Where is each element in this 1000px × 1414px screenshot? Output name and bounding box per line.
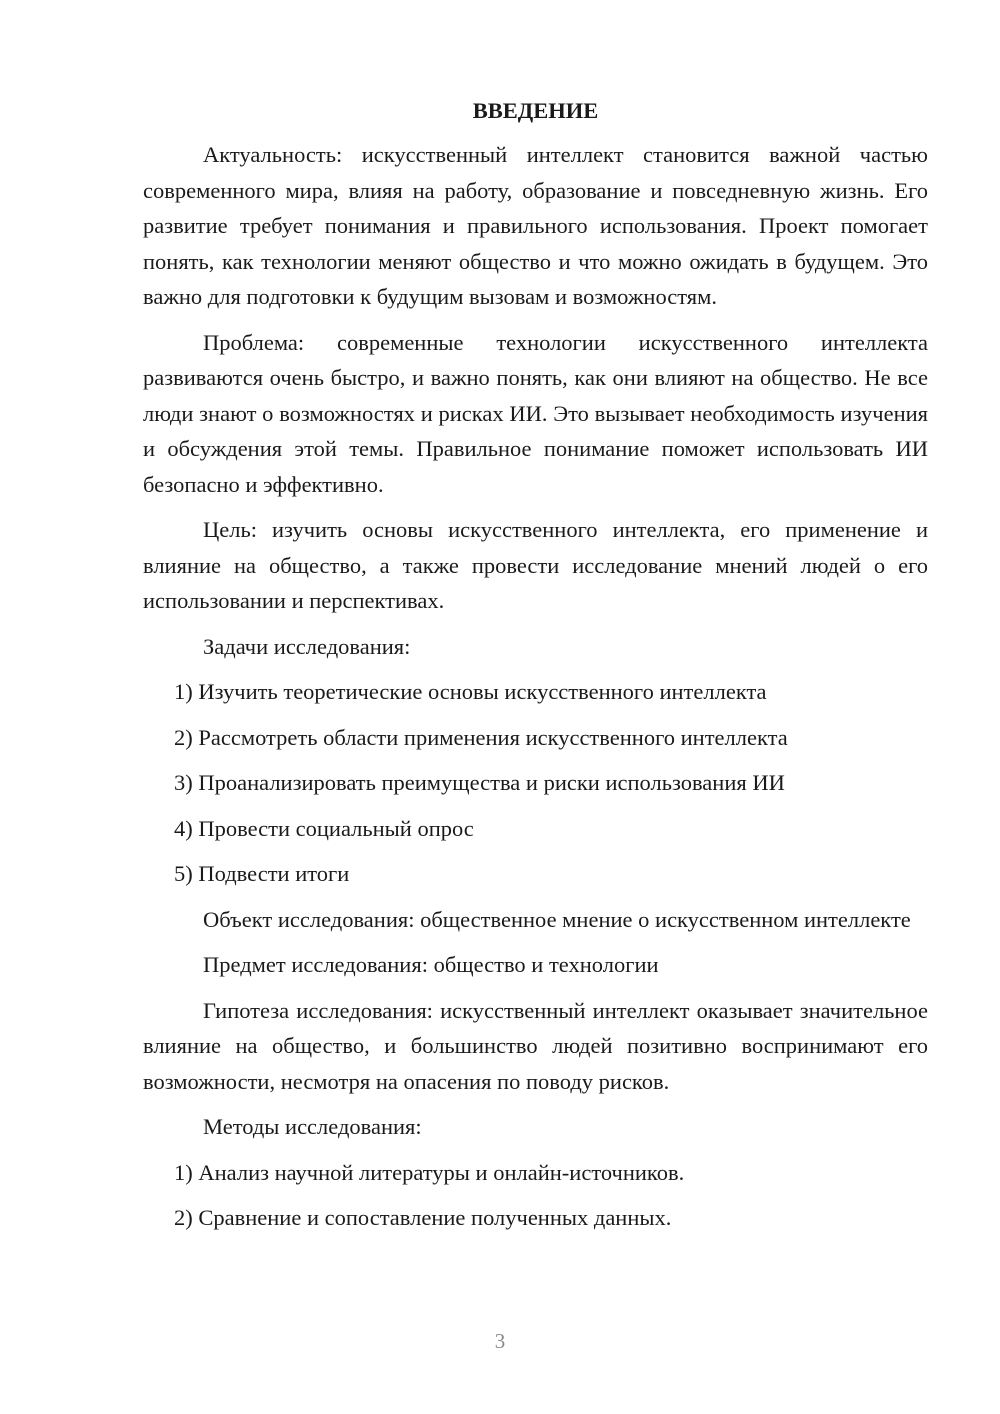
list-item: 3) Проанализировать преимущества и риски использования ИИ [174, 770, 785, 795]
methods-label: Методы исследования: [203, 1114, 422, 1139]
object-paragraph: Объект исследования: общественное мнение о искусственном интеллекте [203, 906, 911, 932]
list-item: 2) Сравнение и сопоставление полученных данных. [174, 1205, 672, 1230]
page-content [143, 96, 928, 1246]
hypothesis-paragraph: Гипотеза исследования: искусственный интеллект оказывает значительное влияние на общество, и большинство людей позитивно воспринимают его возможности, несмотря на опасения по поводу рисков. [143, 997, 928, 1094]
methods-list [143, 1155, 928, 1236]
list-item: 2) Рассмотреть области применения искусственного интеллекта [174, 724, 788, 750]
goal-paragraph: Цель: изучить основы искусственного интеллекта, его применение и влияние на общество, а также провести исследование мнений людей о его использовании и перспективах. [143, 517, 928, 613]
list-item: 5) Подвести итоги [174, 861, 350, 886]
subject-paragraph: Предмет исследования: общество и технологии [203, 952, 659, 977]
tasks-label: Задачи исследования: [203, 633, 411, 659]
list-item: 1) Анализ научной литературы и онлайн-источников. [174, 1159, 685, 1185]
section-title: ВВЕДЕНИЕ [472, 98, 599, 123]
tasks-list [143, 674, 928, 892]
problem-paragraph: Проблема: современные технологии искусственного интеллекта развиваются очень быстро, и важно понять, как они влияют на общество. Не все люди знают о возможностях и рисках ИИ. Это вызывает необходимость изучения и обсуждения этой темы. Правильное понимание поможет использовать ИИ безопасно и эффективно. [143, 329, 928, 497]
list-item: 1) Изучить теоретические основы искусственного интеллекта [174, 679, 767, 704]
list-item: 4) Провести социальный опрос [174, 815, 474, 841]
page-number: 3 [494, 1329, 506, 1353]
relevance-paragraph: Актуальность: искусственный интеллект становится важной частью современного мира, влияя на работу, образование и повседневную жизнь. Его развитие требует понимания и правильного использования. Проект помогает понять, как технологии меняют общество и что можно ожидать в будущем. Это важно для подготовки к будущим вызовам и возможностям. [143, 142, 928, 309]
